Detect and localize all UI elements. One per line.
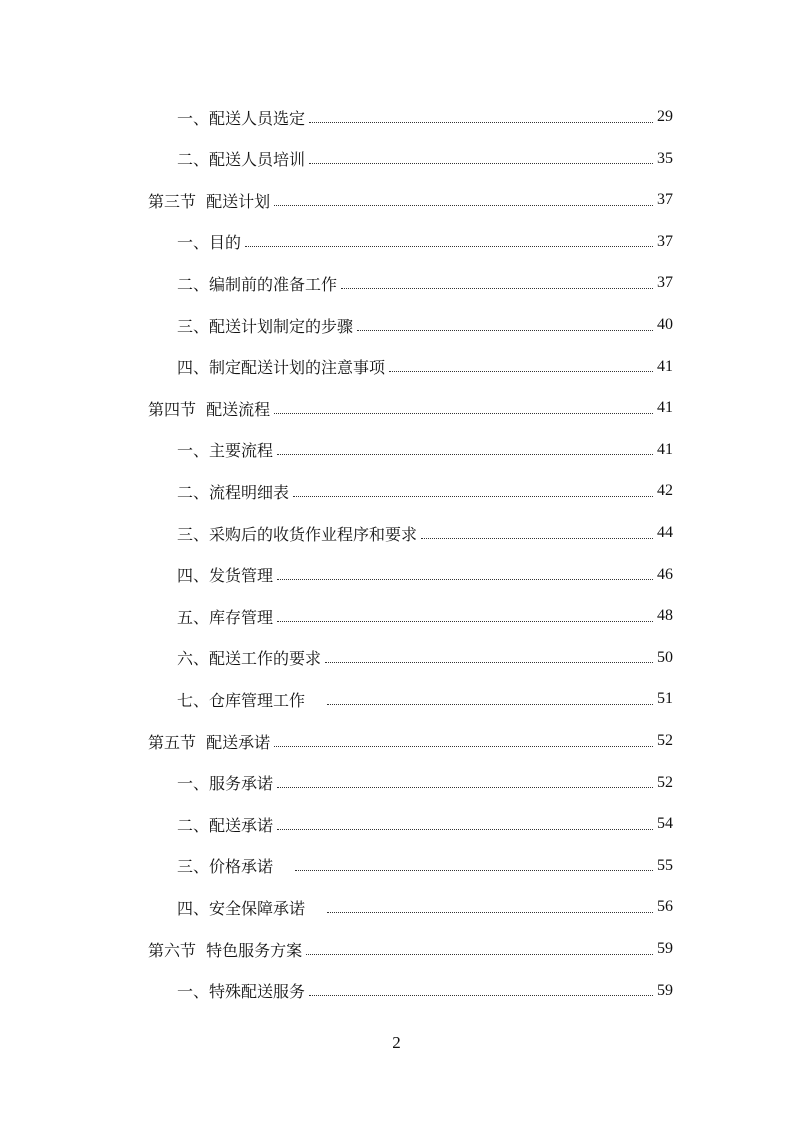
toc-entry-page: 42	[657, 482, 673, 500]
toc-entry-title: 第五节 配送承诺	[148, 732, 271, 752]
toc-entry[interactable]	[177, 305, 673, 345]
toc-entry-title: 五、库存管理	[177, 607, 274, 627]
toc-entry[interactable]	[177, 222, 673, 262]
dot-leader	[245, 246, 653, 247]
toc-entry[interactable]	[177, 471, 673, 511]
toc-entry-page: 29	[657, 108, 673, 125]
dot-leader	[274, 205, 653, 206]
toc-entry-title: 一、主要流程	[177, 441, 274, 461]
toc-entry-title: 六、配送工作的要求	[177, 649, 322, 669]
toc-entry[interactable]	[177, 971, 673, 1011]
toc-entry[interactable]	[177, 97, 673, 137]
toc-entry[interactable]	[177, 804, 673, 844]
page-number: 2	[392, 1033, 401, 1052]
dot-leader	[277, 829, 653, 830]
dot-leader	[389, 371, 653, 372]
dot-leader	[341, 288, 653, 289]
toc-entry-title: 第三节 配送计划	[148, 191, 271, 211]
toc-entry-page: 55	[657, 856, 673, 874]
toc-entry-page: 37	[657, 232, 673, 250]
toc-entry-page: 37	[657, 191, 673, 209]
toc-entry[interactable]	[177, 846, 673, 886]
dot-leader	[327, 704, 653, 705]
toc-entry-title: 第六节 特色服务方案	[148, 940, 303, 960]
toc-entry-title: 一、配送人员选定	[177, 108, 306, 128]
dot-leader	[293, 496, 653, 497]
toc-entry-title: 三、配送计划制定的步骤	[177, 316, 354, 336]
toc-entry-page: 59	[657, 981, 673, 999]
toc-entry-title: 四、制定配送计划的注意事项	[177, 358, 386, 378]
toc-entry-title: 一、特殊配送服务	[177, 982, 306, 1002]
dot-leader	[421, 538, 653, 539]
toc-entry-page: 41	[657, 440, 673, 458]
toc-entry-page: 44	[657, 524, 673, 541]
dot-leader	[325, 662, 653, 663]
toc-entry-page: 35	[657, 149, 673, 167]
toc-entry-title: 三、价格承诺	[177, 857, 274, 877]
toc-entry[interactable]	[177, 638, 673, 678]
dot-leader	[357, 330, 653, 331]
dot-leader	[306, 954, 653, 955]
toc-entry-page: 56	[657, 898, 673, 916]
toc-entry[interactable]	[177, 513, 673, 553]
toc-entry-title: 二、流程明细表	[177, 482, 290, 502]
dot-leader	[295, 870, 653, 871]
toc-entry[interactable]	[148, 929, 673, 969]
toc-entry[interactable]	[177, 139, 673, 179]
toc-entry[interactable]	[177, 596, 673, 636]
toc-entry-page: 46	[657, 565, 673, 583]
dot-leader	[327, 912, 653, 913]
toc-entry-page: 54	[657, 815, 673, 833]
toc-entry-page: 40	[657, 316, 673, 333]
dot-leader	[309, 163, 653, 164]
toc-entry-page: 41	[657, 357, 673, 375]
toc-entry-page: 48	[657, 607, 673, 625]
toc-entry-title: 四、安全保障承诺	[177, 898, 306, 918]
dot-leader	[277, 454, 653, 455]
toc-entry-page: 59	[657, 940, 673, 957]
toc-entry-page: 50	[657, 648, 673, 666]
toc-entry[interactable]	[148, 721, 673, 761]
toc-entry-title: 七、仓库管理工作	[177, 690, 306, 710]
toc-entry[interactable]	[177, 555, 673, 595]
toc-entry-page: 52	[657, 773, 673, 791]
toc-entry-title: 二、配送承诺	[177, 815, 274, 835]
toc-entry-page: 37	[657, 274, 673, 292]
toc-entry[interactable]	[177, 263, 673, 303]
toc-entry[interactable]	[177, 679, 673, 719]
dot-leader	[309, 122, 653, 123]
dot-leader	[274, 746, 653, 747]
toc-entry-page: 41	[657, 399, 673, 417]
toc-entry-title: 第四节 配送流程	[148, 399, 271, 419]
toc-entry-title: 二、编制前的准备工作	[177, 274, 338, 294]
toc-entry-title: 一、服务承诺	[177, 774, 274, 794]
toc-entry[interactable]	[177, 887, 673, 927]
toc-entry-page: 52	[657, 732, 673, 749]
toc-entry[interactable]	[177, 347, 673, 387]
dot-leader	[277, 621, 653, 622]
toc-entry-title: 四、发货管理	[177, 566, 274, 586]
dot-leader	[309, 995, 653, 996]
toc-entry-title: 一、目的	[177, 233, 242, 253]
dot-leader	[277, 579, 653, 580]
toc-entry-page: 51	[657, 690, 673, 708]
toc-entry-title: 二、配送人员培训	[177, 150, 306, 170]
dot-leader	[274, 413, 653, 414]
toc-entry[interactable]	[148, 388, 673, 428]
dot-leader	[277, 787, 653, 788]
toc-entry[interactable]	[148, 180, 673, 220]
toc-entry[interactable]	[177, 430, 673, 470]
toc-entry[interactable]	[177, 763, 673, 803]
toc-entry-title: 三、采购后的收货作业程序和要求	[177, 524, 418, 544]
